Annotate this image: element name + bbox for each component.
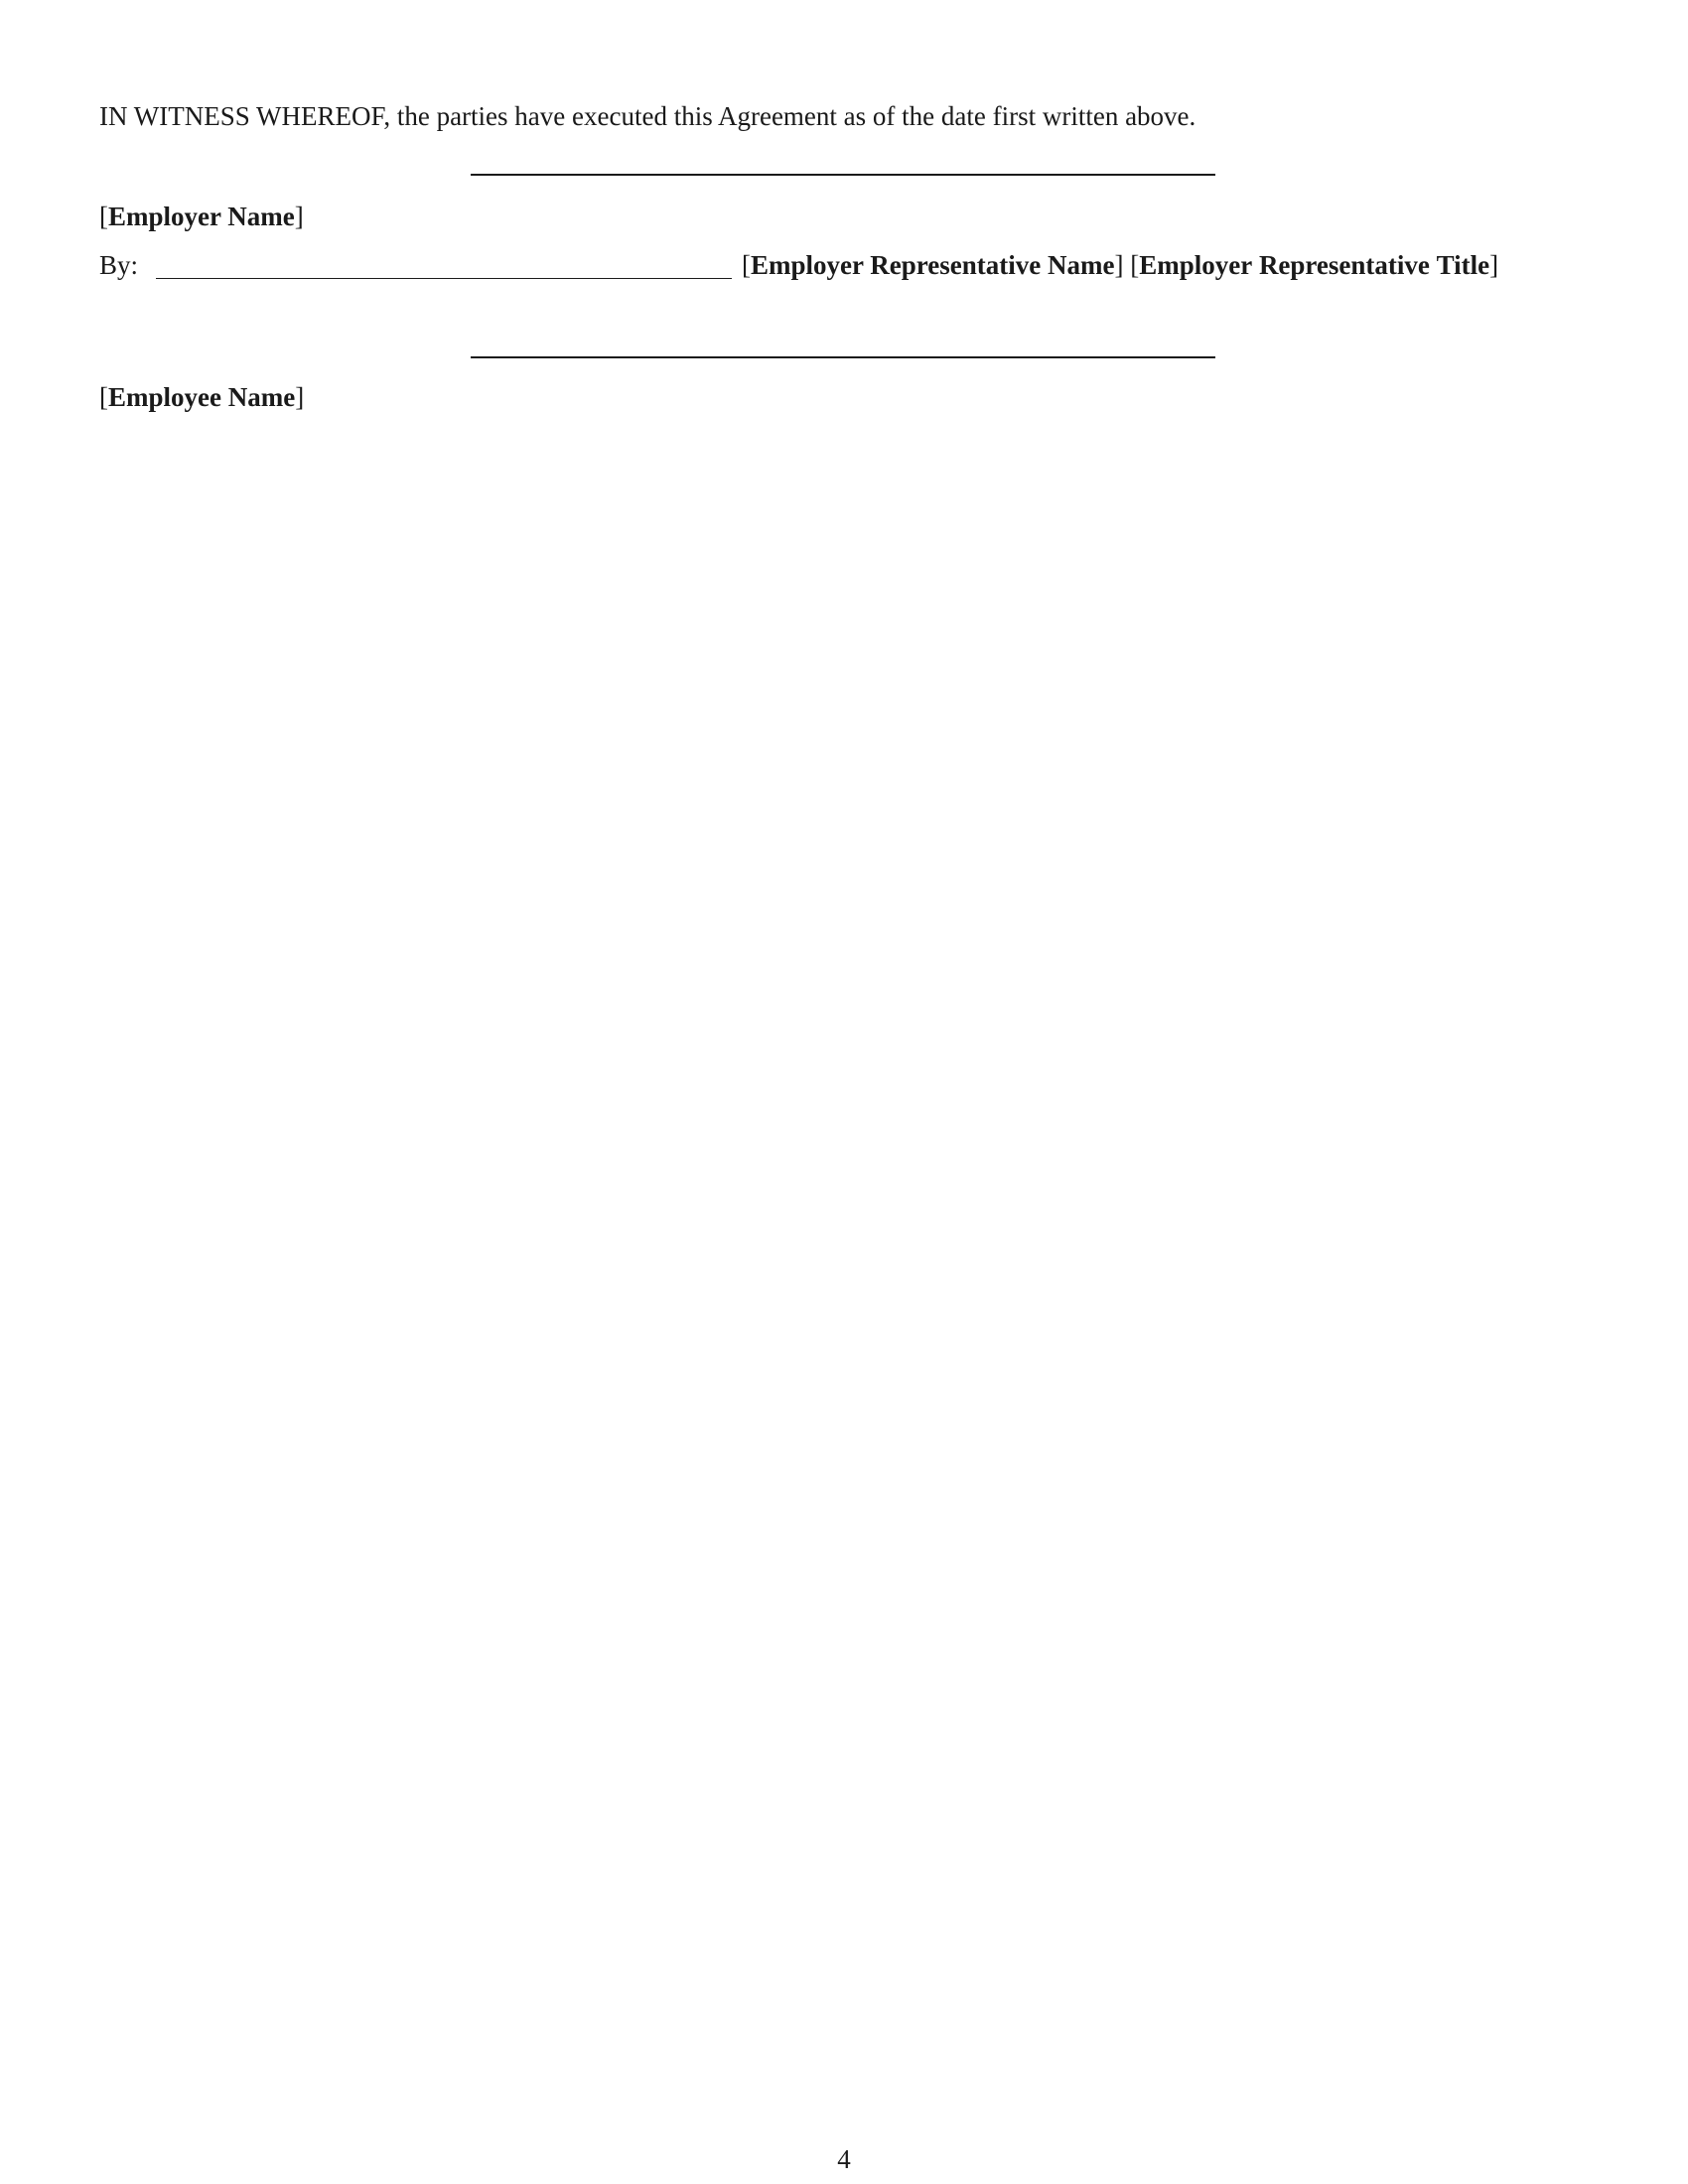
employer-representative-title-part1: Employer — [1139, 250, 1253, 280]
employer-signature-line — [471, 174, 1215, 176]
employer-name-block: [Employer Name] — [99, 202, 304, 231]
witness-clause: IN WITNESS WHEREOF, the parties have executed this Agreement as of the date first written above. — [99, 101, 1196, 131]
employer-representative-name: Employer Representative Name — [751, 250, 1115, 280]
employer-representative-title-part3: Title — [1436, 250, 1490, 280]
employer-name: Employer Name — [108, 202, 295, 231]
employer-representative-block: By: [Employer Representative Name] [Employer Representative Title] — [99, 250, 1499, 280]
employee-signature-line — [471, 356, 1215, 358]
by-label: By: — [99, 250, 139, 280]
employee-name: Employee Name — [108, 382, 296, 412]
page-number: 4 — [837, 2144, 851, 2174]
employer-representative-title-part2: Representative — [1258, 250, 1430, 280]
by-signature-line — [156, 278, 732, 279]
employee-name-block: [Employee Name] — [99, 382, 305, 412]
